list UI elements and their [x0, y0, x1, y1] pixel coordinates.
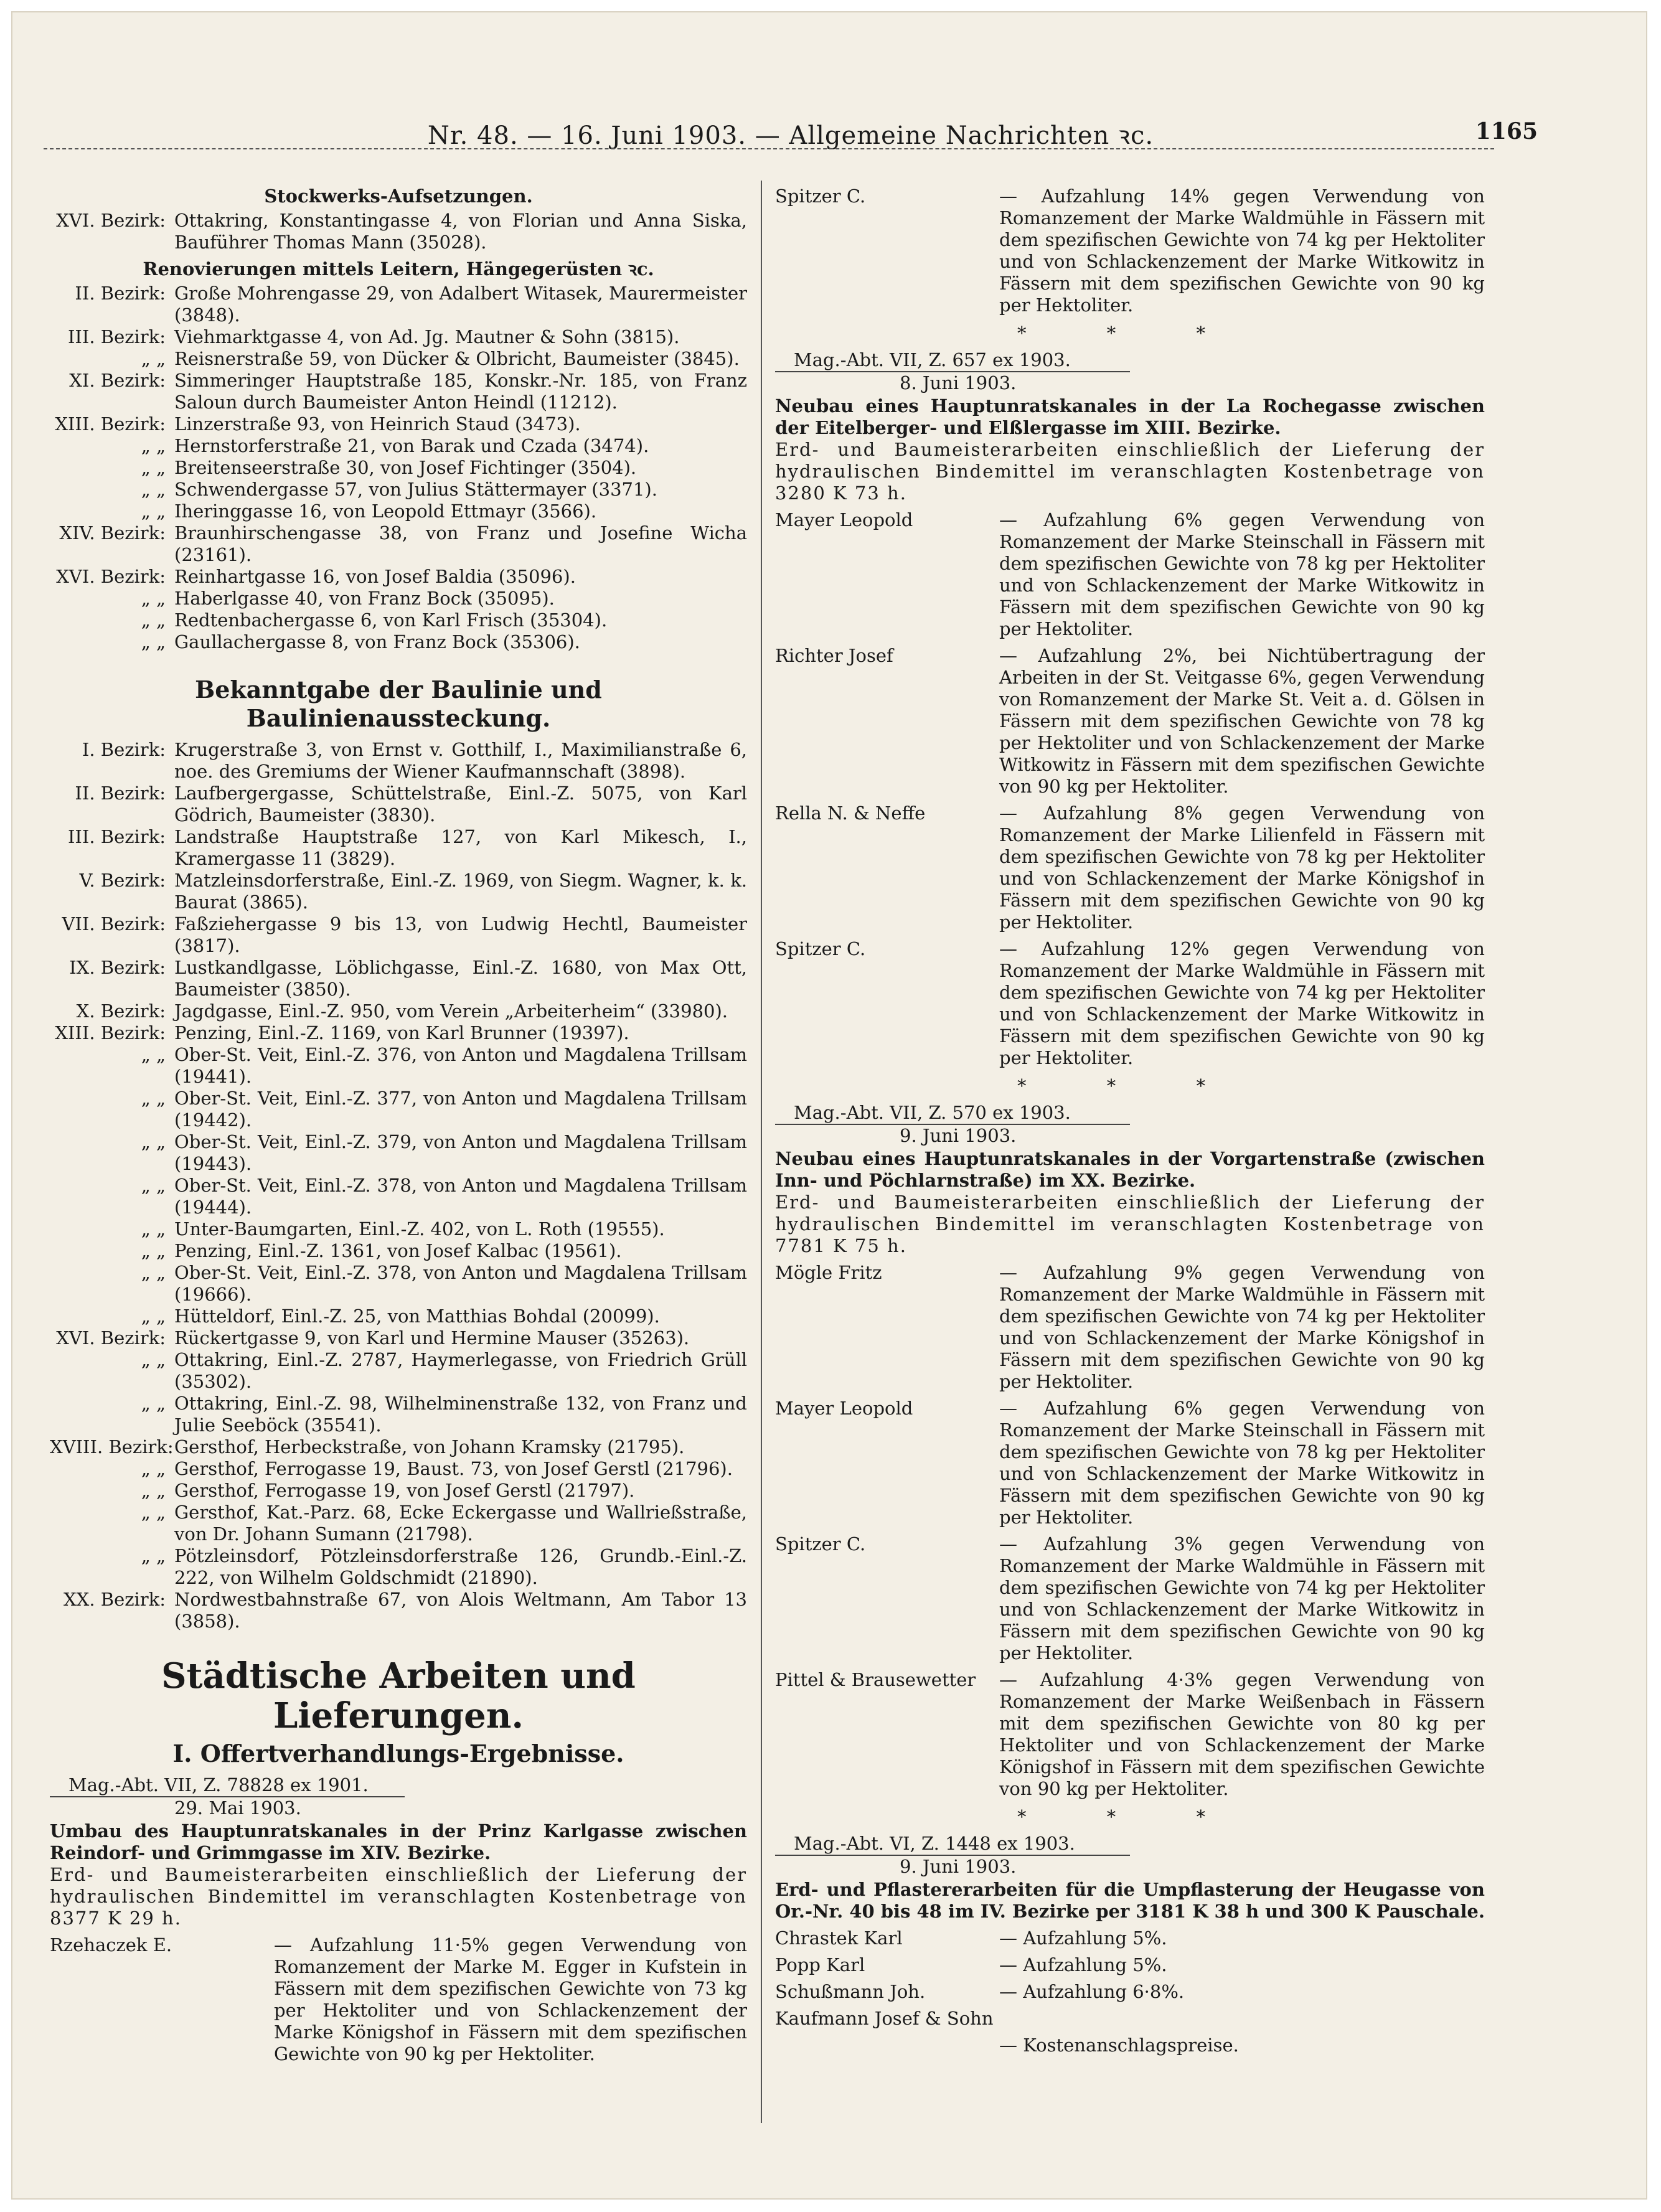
section-title-baulinie: Bekanntgabe der Baulinie und Baulinienaussteckung. — [195, 675, 602, 732]
bid-list — [775, 509, 1485, 1069]
bidder-name: Mayer Leopold — [775, 1398, 913, 1419]
mag-reference: Mag.-Abt. VII, Z. 570 ex 1903. — [775, 1102, 1130, 1125]
district-label: XI. Bezirk: — [69, 370, 166, 391]
list-item — [50, 826, 747, 870]
district-label: III. Bezirk: — [67, 826, 166, 847]
bidder-name: Schußmann Joh. — [775, 1981, 926, 2002]
district-label: „ „ — [141, 1218, 166, 1240]
entry-text: Reinhartgasse 16, von Josef Baldia (35096). — [174, 566, 576, 587]
list-item — [50, 522, 747, 566]
district-label: „ „ — [141, 348, 166, 369]
list-item — [50, 1022, 747, 1044]
entry-text: Ottakring, Konstantingasse 4, von Florian und Anna Siska, Bauführer Thomas Mann (35028). — [174, 210, 747, 253]
list-item — [50, 283, 747, 326]
list-item — [50, 413, 747, 435]
entry-text: Hütteldorf, Einl.-Z. 25, von Matthias Bohdal (20099). — [174, 1306, 660, 1327]
bid-text: — Aufzahlung 2%, bei Nichtübertragung der Arbeiten in der St. Veitgasse 6%, gegen Verwendung von Romanzement der Marke St. Veit a. d. Gölsen in Fässern mit dem spezifischen Gewichte von 78 kg per Hektoliter und von Schlackenzement der Marke Witkowitz in Fässern mit dem spezifischen Gewichte von 90 kg per Hektoliter. — [999, 645, 1485, 797]
entry-text: Rückertgasse 9, von Karl und Hermine Mauser (35263). — [174, 1327, 690, 1348]
entry-text: Simmeringer Hauptstraße 185, Konskr.-Nr. 185, von Franz Saloun durch Baumeister Anton Heindl (11212). — [174, 370, 747, 413]
list-item — [50, 370, 747, 413]
entry-text: Hernstorferstraße 21, von Barak und Czada (3474). — [174, 435, 649, 456]
district-label: XIV. Bezirk: — [59, 522, 166, 544]
district-label: XVI. Bezirk: — [56, 566, 166, 587]
district-label: „ „ — [141, 501, 166, 522]
entry-text: Braunhirschengasse 38, von Franz und Josefine Wicha (23161). — [174, 522, 747, 565]
bid-item — [775, 1533, 1485, 1664]
mag-reference: Mag.-Abt. VII, Z. 657 ex 1903. — [775, 349, 1130, 372]
section-title-stockwerks: Stockwerks-Aufsetzungen. — [264, 186, 533, 207]
entry-text: Lustkandlgasse, Löblichgasse, Einl.-Z. 1680, von Max Ott, Baumeister (3850). — [174, 957, 747, 1000]
list-item — [50, 739, 747, 783]
bidder-name — [775, 2035, 999, 2056]
entry-text: Matzleinsdorferstraße, Einl.-Z. 1969, von Siegm. Wagner, k. k. Baurat (3865). — [174, 870, 747, 913]
bid-list — [775, 186, 1485, 316]
district-label: „ „ — [141, 1306, 166, 1327]
district-label: XIII. Bezirk: — [55, 1022, 166, 1043]
bidder-name: Spitzer C. — [775, 1533, 866, 1555]
bid-text: — Aufzahlung 6% gegen Verwendung von Romanzement der Marke Steinschall in Fässern mit dem spezifischen Gewichte von 78 kg per Hektoliter und von Schlackenzement der Marke Witkowitz in Fässern mit dem spezifischen Gewichte von 90 kg per Hektoliter. — [999, 509, 1485, 639]
bid-item — [775, 186, 1485, 316]
date: 9. Juni 1903. — [900, 1856, 1017, 1877]
entry-text: Nordwestbahnstraße 67, von Alois Weltmann, Am Tabor 13 (3858). — [174, 1589, 747, 1632]
list-item — [50, 435, 747, 457]
left-column — [50, 181, 747, 2065]
entry-text: Gersthof, Kat.-Parz. 68, Ecke Eckergasse und Wallrießstraße, von Dr. Johann Sumann (21798). — [174, 1502, 747, 1545]
page-header — [56, 117, 1538, 161]
project-title: Umbau des Hauptunratskanales in der Prinz Karlgasse zwischen Reindorf- und Grimmgasse im XIV. Bezirke. — [50, 1820, 747, 1863]
bid-list-simple — [775, 1927, 1485, 2056]
date: 8. Juni 1903. — [900, 372, 1017, 393]
bid-item — [775, 1954, 1485, 1976]
bid-text: — Aufzahlung 3% gegen Verwendung von Romanzement der Marke Waldmühle in Fässern mit dem spezifischen Gewichte von 74 kg per Hektoliter und von Schlackenzement der Marke Witkowitz in Fässern mit dem spezifischen Gewichte von 90 kg per Hektoliter. — [999, 1533, 1485, 1664]
bid-text: — Aufzahlung 11·5% gegen Verwendung von Romanzement der Marke M. Egger in Kufstein in Fässern mit dem spezifischen Gewichte von 73 kg per Hektoliter und von Schlackenzement der Marke Königshof in Fässern mit dem spezifischen Gewichte von 90 kg per Hektoliter. — [274, 1934, 747, 2064]
district-label: „ „ — [141, 1131, 166, 1152]
entry-text: Ober-St. Veit, Einl.-Z. 376, von Anton und Magdalena Trillsam (19441). — [174, 1044, 747, 1087]
list-item — [50, 210, 747, 253]
list-item — [50, 1436, 747, 1458]
list-item — [50, 1218, 747, 1240]
project-intro: Erd- und Baumeisterarbeiten einschließlich der Lieferung der hydraulischen Bindemittel im veranschlagten Kostenbetrage von 3280 K 73 h. — [775, 439, 1485, 504]
district-label: XVI. Bezirk: — [56, 1327, 166, 1348]
district-label: XVI. Bezirk: — [56, 210, 166, 231]
mag-reference: Mag.-Abt. VI, Z. 1448 ex 1903. — [775, 1833, 1130, 1856]
entry-text: Gersthof, Ferrogasse 19, Baust. 73, von Josef Gerstl (21796). — [174, 1458, 733, 1479]
mag-reference: Mag.-Abt. VII, Z. 78828 ex 1901. — [50, 1774, 405, 1797]
entry-text: Breitenseerstraße 30, von Josef Fichtinger (3504). — [174, 457, 637, 478]
list-item — [50, 1000, 747, 1022]
bid-text: — Aufzahlung 9% gegen Verwendung von Romanzement der Marke Waldmühle in Fässern mit dem spezifischen Gewichte von 74 kg per Hektoliter und von Schlackenzement der Marke Königshof in Fässern mit dem spezifischen Gewichte von 90 kg per Hektoliter. — [999, 1262, 1485, 1392]
bid-item — [775, 2035, 1485, 2056]
bid-text: — Aufzahlung 5%. — [999, 1927, 1167, 1949]
list-item — [50, 348, 747, 370]
page-number: 1165 — [1475, 118, 1538, 144]
bidder-name: Mayer Leopold — [775, 509, 913, 530]
bid-text: — Aufzahlung 4·3% gegen Verwendung von Romanzement der Marke Weißenbach in Fässern mit dem spezifischen Gewichte von 80 kg per Hektoliter und von Schlackenzement der Marke Königshof in Fässern mit dem spezifischen Gewichte von 90 kg per Hektoliter. — [999, 1669, 1485, 1799]
bid-text: — Kostenanschlagspreise. — [999, 2035, 1239, 2056]
entry-text: Ober-St. Veit, Einl.-Z. 377, von Anton und Magdalena Trillsam (19442). — [174, 1088, 747, 1131]
bid-text: — Aufzahlung 14% gegen Verwendung von Romanzement der Marke Waldmühle in Fässern mit dem spezifischen Gewichte von 74 kg per Hektoliter und von Schlackenzement der Marke Witkowitz in Fässern mit dem spezifischen Gewichte von 90 kg per Hektoliter. — [999, 186, 1485, 316]
list-item — [50, 1545, 747, 1589]
list-item — [50, 1349, 747, 1393]
entry-text: Jagdgasse, Einl.-Z. 950, vom Verein „Arbeiterheim“ (33980). — [174, 1000, 728, 1022]
bid-item — [775, 1669, 1485, 1800]
separator-stars: * * * — [1017, 322, 1243, 344]
bid-text: — Aufzahlung 8% gegen Verwendung von Romanzement der Marke Lilienfeld in Fässern mit dem spezifischen Gewichte von 78 kg per Hektoliter und von Schlackenzement der Marke Königshof in Fässern mit dem spezifischen Gewichte von 90 kg per Hektoliter. — [999, 802, 1485, 933]
district-label: II. Bezirk: — [75, 283, 166, 304]
list-item — [50, 913, 747, 957]
bidder-name: Rella N. & Neffe — [775, 802, 926, 824]
bidder-name: Popp Karl — [775, 1954, 865, 1975]
bidder-name: Pittel & Brausewetter — [775, 1669, 976, 1690]
entry-text: Viehmarktgasse 4, von Ad. Jg. Mautner & Sohn (3815). — [174, 326, 680, 347]
header-rule — [44, 148, 1494, 149]
district-label: XX. Bezirk: — [64, 1589, 166, 1610]
list-item — [50, 609, 747, 631]
section-title-renovierungen: Renovierungen mittels Leitern, Hängegerüsten ꝛc. — [143, 258, 654, 280]
list-item — [50, 783, 747, 826]
district-label: „ „ — [141, 435, 166, 456]
district-label: XVIII. Bezirk: — [50, 1436, 174, 1457]
project-intro: Erd- und Baumeisterarbeiten einschließlich der Lieferung der hydraulischen Bindemittel im veranschlagten Kostenbetrage von 8377 K 29 h. — [50, 1864, 747, 1929]
entry-text: Haberlgasse 40, von Franz Bock (35095). — [174, 588, 555, 609]
list-item — [50, 1306, 747, 1327]
entry-text: Gersthof, Herbeckstraße, von Johann Kramsky (21795). — [174, 1436, 685, 1457]
entry-text: Ottakring, Einl.-Z. 98, Wilhelminenstraße 132, von Franz und Julie Seeböck (35541). — [174, 1393, 747, 1436]
separator-stars: * * * — [1017, 1806, 1243, 1827]
bid-item — [775, 1981, 1485, 2003]
bid-item — [775, 802, 1485, 933]
district-label: III. Bezirk: — [67, 326, 166, 347]
list-item — [50, 457, 747, 479]
entry-text: Unter-Baumgarten, Einl.-Z. 402, von L. Roth (19555). — [174, 1218, 665, 1240]
district-label: „ „ — [141, 1044, 166, 1065]
list-item — [50, 1262, 747, 1306]
district-label: „ „ — [141, 631, 166, 652]
bid-list — [775, 1262, 1485, 1800]
entry-text: Laufbergergasse, Schüttelstraße, Einl.-Z. 5075, von Karl Gödrich, Baumeister (3830). — [174, 783, 747, 826]
district-label: „ „ — [141, 1262, 166, 1283]
entry-text: Faßziehergasse 9 bis 13, von Ludwig Hechtl, Baumeister (3817). — [174, 913, 747, 956]
project-title: Neubau eines Hauptunratskanales in der La Rochegasse zwischen der Eitelberger- und Elßlergasse im XIII. Bezirke. — [775, 395, 1485, 438]
bidder-name: Richter Josef — [775, 645, 893, 666]
date: 29. Mai 1903. — [174, 1797, 301, 1819]
entry-text: Große Mohrengasse 29, von Adalbert Witasek, Maurermeister (3848). — [174, 283, 747, 326]
list-item — [50, 1088, 747, 1131]
district-label: II. Bezirk: — [75, 783, 166, 804]
bid-item — [775, 1262, 1485, 1393]
entry-text: Penzing, Einl.-Z. 1169, von Karl Brunner (19397). — [174, 1022, 629, 1043]
bidder-name: Spitzer C. — [775, 938, 866, 959]
list-item — [50, 1175, 747, 1218]
list-item — [50, 501, 747, 522]
bid-item — [775, 1398, 1485, 1528]
district-label: „ „ — [141, 1545, 166, 1566]
list-item — [50, 631, 747, 653]
district-label: XIII. Bezirk: — [55, 413, 166, 435]
district-label: V. Bezirk: — [79, 870, 166, 891]
bidder-name: Rzehaczek E. — [50, 1934, 172, 1956]
district-label: VII. Bezirk: — [62, 913, 166, 934]
entry-text: Schwendergasse 57, von Julius Stättermayer (3371). — [174, 479, 657, 500]
bid-item — [775, 509, 1485, 640]
column-divider — [761, 181, 762, 2123]
district-label: „ „ — [141, 588, 166, 609]
entry-text: Redtenbachergasse 6, von Karl Frisch (35304). — [174, 609, 608, 631]
bid-list — [50, 1934, 747, 2065]
district-label: IX. Bezirk: — [69, 957, 166, 978]
bid-text: — Aufzahlung 12% gegen Verwendung von Romanzement der Marke Waldmühle in Fässern mit dem spezifischen Gewichte von 74 kg per Hektoliter und von Schlackenzement der Marke Witkowitz in Fässern mit dem spezifischen Gewichte von 90 kg per Hektoliter. — [999, 938, 1485, 1068]
entry-text: Iheringgasse 16, von Leopold Ettmayr (3566). — [174, 501, 597, 522]
district-label: „ „ — [141, 1458, 166, 1479]
bid-item — [775, 1927, 1485, 1949]
entry-text: Penzing, Einl.-Z. 1361, von Josef Kalbac (19561). — [174, 1240, 622, 1261]
district-label: „ „ — [141, 609, 166, 631]
entry-text: Reisnerstraße 59, von Dücker & Olbricht, Baumeister (3845). — [174, 348, 740, 369]
bidder-name: Mögle Fritz — [775, 1262, 882, 1283]
list-item — [50, 1044, 747, 1088]
district-label: „ „ — [141, 479, 166, 500]
project-title: Erd- und Pflastererarbeiten für die Umpflasterung der Heugasse von Or.-Nr. 40 bis 48 im IV. Bezirke per 3181 K 38 h und 300 K Pauschale. — [775, 1879, 1485, 1922]
entry-text: Ober-St. Veit, Einl.-Z. 378, von Anton und Magdalena Trillsam (19444). — [174, 1175, 747, 1218]
running-head: Nr. 48. — 16. Juni 1903. — Allgemeine Nachrichten ꝛc. — [427, 121, 1154, 150]
list-item — [50, 566, 747, 588]
district-label: „ „ — [141, 1175, 166, 1196]
sub-title: I. Offertverhandlungs-Ergebnisse. — [172, 1739, 624, 1767]
entry-text: Krugerstraße 3, von Ernst v. Gotthilf, I., Maximilianstraße 6, noe. des Gremiums der Wiener Kaufmannschaft (3898). — [174, 739, 747, 782]
project-title: Neubau eines Hauptunratskanales in der Vorgartenstraße (zwischen Inn- und Pöchlarnstraße) im XX. Bezirke. — [775, 1148, 1485, 1191]
list-item — [50, 870, 747, 913]
entry-text: Pötzleinsdorf, Pötzleinsdorferstraße 126, Grundb.-Einl.-Z. 222, von Wilhelm Goldschmidt (21890). — [174, 1545, 747, 1588]
bidder-name: Spitzer C. — [775, 186, 866, 207]
entry-text: Ottakring, Einl.-Z. 2787, Haymerlegasse, von Friedrich Grüll (35302). — [174, 1349, 747, 1392]
bid-text — [999, 2008, 1485, 2030]
big-title: Städtische Arbeiten und Lieferungen. — [161, 1655, 636, 1736]
date: 9. Juni 1903. — [900, 1125, 1017, 1146]
entry-text: Linzerstraße 93, von Heinrich Staud (3473). — [174, 413, 581, 435]
district-label: „ „ — [141, 1480, 166, 1501]
list-item — [50, 1480, 747, 1502]
entry-list-renovierungen — [50, 283, 747, 653]
list-item — [50, 588, 747, 609]
bid-text: — Aufzahlung 5%. — [999, 1954, 1167, 1975]
district-label: I. Bezirk: — [82, 739, 166, 760]
project-intro: Erd- und Baumeisterarbeiten einschließlich der Lieferung der hydraulischen Bindemittel im veranschlagten Kostenbetrage von 7781 K 75 h. — [775, 1192, 1485, 1256]
list-item — [50, 326, 747, 348]
entry-list-baulinie — [50, 739, 747, 1632]
bid-item — [775, 645, 1485, 798]
district-label: „ „ — [141, 1240, 166, 1261]
entry-list-stockwerks — [50, 210, 747, 253]
bid-text: — Aufzahlung 6% gegen Verwendung von Romanzement der Marke Steinschall in Fässern mit dem spezifischen Gewichte von 78 kg per Hektoliter und von Schlackenzement der Marke Witkowitz in Fässern mit dem spezifischen Gewichte von 90 kg per Hektoliter. — [999, 1398, 1485, 1528]
district-label: „ „ — [141, 1349, 166, 1370]
bid-item — [50, 1934, 747, 2065]
entry-text: Gersthof, Ferrogasse 19, von Josef Gerstl (21797). — [174, 1480, 635, 1501]
entry-text: Landstraße Hauptstraße 127, von Karl Mikesch, I., Kramergasse 11 (3829). — [174, 826, 747, 869]
district-label: X. Bezirk: — [76, 1000, 166, 1022]
separator-stars: * * * — [1017, 1075, 1243, 1096]
district-label: „ „ — [141, 1502, 166, 1523]
list-item — [50, 1502, 747, 1545]
entry-text: Ober-St. Veit, Einl.-Z. 378, von Anton und Magdalena Trillsam (19666). — [174, 1262, 747, 1305]
bidder-name: Chrastek Karl — [775, 1927, 903, 1949]
district-label: „ „ — [141, 1393, 166, 1414]
bid-text: — Aufzahlung 6·8%. — [999, 1981, 1185, 2002]
district-label: „ „ — [141, 457, 166, 478]
list-item — [50, 1327, 747, 1349]
bidder-name: Kaufmann Josef & Sohn — [775, 2008, 994, 2029]
list-item — [50, 1589, 747, 1632]
list-item — [50, 479, 747, 501]
list-item — [50, 957, 747, 1000]
list-item — [50, 1458, 747, 1480]
bid-item — [775, 2008, 1485, 2030]
district-label: „ „ — [141, 1088, 166, 1109]
entry-text: Gaullachergasse 8, von Franz Bock (35306). — [174, 631, 580, 652]
bid-item — [775, 938, 1485, 1069]
list-item — [50, 1131, 747, 1175]
list-item — [50, 1240, 747, 1262]
entry-text: Ober-St. Veit, Einl.-Z. 379, von Anton und Magdalena Trillsam (19443). — [174, 1131, 747, 1174]
list-item — [50, 1393, 747, 1436]
right-column — [775, 181, 1485, 2056]
